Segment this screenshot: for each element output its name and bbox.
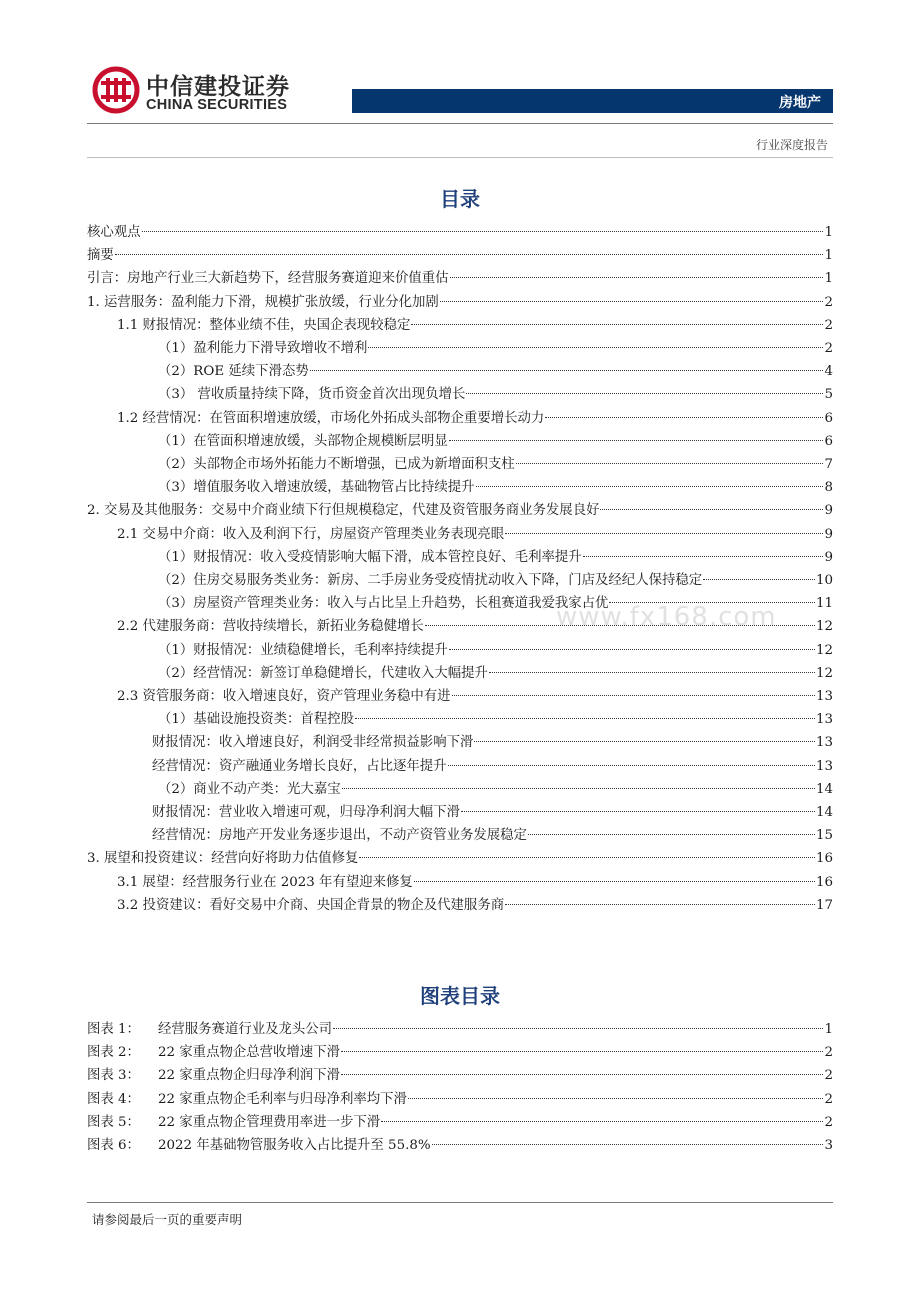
toc-entry-text: 财报情况：收入增速良好，利润受非经常损益影响下滑 xyxy=(152,735,474,751)
dot-leader xyxy=(449,649,815,650)
toc-entry[interactable] xyxy=(158,477,833,498)
toc-entry[interactable] xyxy=(117,895,833,916)
toc-entry-text: 2.2 代建服务商：营收持续增长，新拓业务稳健增长 xyxy=(117,619,424,635)
figure-entry[interactable] xyxy=(87,1019,833,1040)
dot-leader xyxy=(333,1028,823,1029)
page-number: 7 xyxy=(824,457,833,472)
page-number: 12 xyxy=(815,619,833,635)
dot-leader xyxy=(355,718,815,719)
toc-entry-text: 2. 交易及其他服务：交易中介商业绩下行但规模稳定，代建及资管服务商业务发展良好 xyxy=(87,503,600,519)
toc-entry-text: （3）增值服务收入增速放缓，基础物管占比持续提升 xyxy=(158,480,475,496)
toc-entry-text: 引言：房地产行业三大新趋势下，经营服务赛道迎来价值重估 xyxy=(87,271,449,287)
toc-entry[interactable] xyxy=(158,547,833,568)
figure-entry[interactable] xyxy=(87,1065,833,1086)
dot-leader xyxy=(115,254,824,255)
toc-entry-text: （2）头部物企市场外拓能力不断增强，已成为新增面积支柱 xyxy=(158,457,515,472)
page-number: 1 xyxy=(824,1022,833,1037)
toc-entry[interactable] xyxy=(152,756,833,777)
toc-entry[interactable] xyxy=(152,802,833,823)
dot-leader xyxy=(703,579,815,580)
toc-entry-text: （1）在管面积增速放缓，头部物企规模断层明显 xyxy=(158,433,448,449)
page-number: 2 xyxy=(824,1091,833,1107)
page-number: 1 xyxy=(824,248,833,264)
figure-label: 图表 5： xyxy=(87,1114,140,1130)
toc-entry-text: 1.2 经营情况：在管面积增速放缓，市场化外拓成头部物企重要增长动力 xyxy=(117,410,545,426)
toc-entry-text: 经营情况：房地产开发业务逐步退出，不动产资管业务发展稳定 xyxy=(152,828,527,844)
brand-name-chinese: 中信建投证券 xyxy=(146,74,290,100)
page-number: 14 xyxy=(815,781,833,797)
dot-leader xyxy=(476,486,824,487)
toc-entry-text: （1）基础设施投资类：首程控股 xyxy=(158,712,354,728)
page-number: 1 xyxy=(824,271,833,287)
page-number: 9 xyxy=(824,526,833,542)
toc-entry-text: 核心观点 xyxy=(87,225,141,240)
dot-leader xyxy=(341,1074,823,1075)
dot-leader xyxy=(448,765,815,766)
toc-entry[interactable] xyxy=(158,431,833,452)
toc-entry[interactable] xyxy=(87,222,833,243)
page-number: 11 xyxy=(815,596,833,612)
footer-rule xyxy=(87,1202,833,1203)
dot-leader xyxy=(414,881,815,882)
page-number: 13 xyxy=(815,689,833,704)
figure-label: 图表 3： xyxy=(87,1068,140,1084)
page-number: 12 xyxy=(815,665,833,681)
dot-leader xyxy=(341,1051,823,1052)
page-number: 6 xyxy=(824,410,833,426)
page-number: 2 xyxy=(824,294,833,310)
toc-entry[interactable] xyxy=(158,454,833,475)
toc-entry-text: 3. 展望和投资建议：经营向好将助力估值修复 xyxy=(87,851,359,867)
toc-entry[interactable] xyxy=(152,732,833,753)
toc-entry-text: 3.2 投资建议：看好交易中介商、央国企背景的物企及代建服务商 xyxy=(117,897,505,913)
toc-title: 目录 xyxy=(440,187,480,211)
toc-entry-text: （2）ROE 延续下滑态势 xyxy=(158,364,309,380)
toc-entry[interactable] xyxy=(158,570,833,591)
toc-entry[interactable] xyxy=(158,338,833,359)
page-number: 2 xyxy=(824,317,833,333)
toc-entry[interactable] xyxy=(158,779,833,800)
toc-entry[interactable] xyxy=(117,315,833,336)
page-number: 14 xyxy=(815,805,833,820)
page-number: 16 xyxy=(815,874,833,890)
toc-entry-text: （2）商业不动产类：光大嘉宝 xyxy=(158,781,341,797)
dot-leader xyxy=(583,556,824,557)
toc-entry[interactable] xyxy=(87,292,833,313)
dot-leader xyxy=(449,440,824,441)
disclaimer-note: 请参阅最后一页的重要声明 xyxy=(92,1212,243,1227)
page-number: 2 xyxy=(824,1068,833,1084)
figure-label: 图表 2： xyxy=(87,1045,140,1061)
figure-entry-text: 22 家重点物企毛利率与归母净利率均下滑 xyxy=(158,1091,407,1107)
dot-leader xyxy=(452,695,815,696)
dot-leader xyxy=(432,1144,824,1145)
toc-entry-text: 1.1 财报情况：整体业绩不佳，央国企表现较稳定 xyxy=(117,317,411,333)
toc-entry-text: 2.1 交易中介商：收入及利润下行，房屋资产管理类业务表现亮眼 xyxy=(117,526,505,542)
figure-entry-text: 经营服务赛道行业及龙头公司 xyxy=(158,1022,333,1037)
toc-entry[interactable] xyxy=(117,686,833,707)
page-number: 4 xyxy=(824,364,833,380)
toc-entry[interactable] xyxy=(117,616,833,637)
page-number: 12 xyxy=(815,642,833,658)
brand-name-english: CHINA SECURITIES xyxy=(146,97,288,113)
toc-entry-text: 1. 运营服务：盈利能力下滑，规模扩张放缓，行业分化加剧 xyxy=(87,294,439,310)
figures-title: 图表目录 xyxy=(420,984,500,1008)
toc-entry-text: （2）住房交易服务类业务：新房、二手房业务受疫情扰动收入下降，门店及经纪人保持稳定 xyxy=(158,573,703,588)
toc-entry[interactable] xyxy=(87,848,833,869)
figure-entry-text: 22 家重点物企归母净利润下滑 xyxy=(158,1068,340,1084)
toc-entry-text: 财报情况：营业收入增速可观，归母净利润大幅下滑 xyxy=(152,805,460,820)
toc-entry-text: 摘要 xyxy=(87,248,114,264)
figure-entry[interactable] xyxy=(87,1112,833,1133)
toc-entry[interactable] xyxy=(158,640,833,661)
toc-entry-text: （2）经营情况：新签订单稳健增长，代建收入大幅提升 xyxy=(158,665,488,681)
dot-leader xyxy=(440,301,824,302)
figure-entry-text: 22 家重点物企总营收增速下滑 xyxy=(158,1045,340,1061)
sector-bar xyxy=(352,89,833,113)
dot-leader xyxy=(411,324,823,325)
page-number: 3 xyxy=(824,1138,833,1153)
toc-entry-text: 3.1 展望：经营服务行业在 2023 年有望迎来修复 xyxy=(117,874,413,890)
dot-leader xyxy=(461,811,815,812)
toc-entry[interactable] xyxy=(87,268,833,289)
toc-entry-text: （3） 营收质量持续下降，货币资金首次出现负增长 xyxy=(158,387,466,403)
dot-leader xyxy=(505,904,815,905)
toc-entry-text: （1）盈利能力下滑导致增收不增利 xyxy=(158,341,368,356)
china-securities-logo xyxy=(92,66,140,114)
dot-leader xyxy=(359,857,815,858)
dot-leader xyxy=(342,788,815,789)
dot-leader xyxy=(609,602,815,603)
toc-entry[interactable] xyxy=(152,825,833,846)
dot-leader xyxy=(474,741,815,742)
toc-entry-text: （1）财报情况：业绩稳健增长，毛利率持续提升 xyxy=(158,642,448,658)
header-rule xyxy=(87,123,833,124)
page-number: 16 xyxy=(815,851,833,867)
toc-entry[interactable] xyxy=(117,872,833,893)
dot-leader xyxy=(516,463,824,464)
dot-leader xyxy=(310,370,824,371)
toc-entry[interactable] xyxy=(117,524,833,545)
page-number: 1 xyxy=(824,225,833,240)
page-number: 2 xyxy=(824,1114,833,1130)
page-number: 10 xyxy=(815,573,833,588)
toc-entry[interactable] xyxy=(158,663,833,684)
dot-leader xyxy=(545,417,823,418)
page-number: 13 xyxy=(815,712,833,728)
page-number: 15 xyxy=(815,828,833,844)
figure-label: 图表 6： xyxy=(87,1138,140,1153)
figure-entry[interactable] xyxy=(87,1042,833,1063)
sector-label: 房地产 xyxy=(779,95,821,111)
figure-label: 图表 4： xyxy=(87,1091,140,1107)
page-number: 13 xyxy=(815,758,833,774)
toc-entry[interactable] xyxy=(158,361,833,382)
watermark: www.fx168.com xyxy=(556,602,777,632)
dot-leader xyxy=(600,509,823,510)
toc-entry-text: 经营情况：资产融通业务增长良好，占比逐年提升 xyxy=(152,758,447,774)
page-number: 2 xyxy=(824,341,833,356)
figure-entry-text: 2022 年基础物管服务收入占比提升至 55.8% xyxy=(158,1138,431,1153)
dot-leader xyxy=(489,672,815,673)
toc-entry-text: 2.3 资管服务商：收入增速良好，资产管理业务稳中有进 xyxy=(117,689,451,704)
page-number: 5 xyxy=(824,387,833,403)
page-number: 9 xyxy=(824,549,833,565)
toc-entry[interactable] xyxy=(158,593,833,614)
toc-entry[interactable] xyxy=(117,408,833,429)
page-number: 2 xyxy=(824,1045,833,1061)
dot-leader xyxy=(528,834,815,835)
toc-entry-text: （3）房屋资产管理类业务：收入与占比呈上升趋势，长租赛道我爱我家占优 xyxy=(158,596,609,612)
report-type: 行业深度报告 xyxy=(755,138,828,152)
dot-leader xyxy=(381,1121,823,1122)
figure-label: 图表 1： xyxy=(87,1022,140,1037)
dot-leader xyxy=(142,231,824,232)
page-number: 13 xyxy=(815,735,833,751)
figure-entry[interactable] xyxy=(87,1135,833,1156)
dot-leader xyxy=(408,1098,824,1099)
dot-leader xyxy=(450,277,824,278)
page-number: 17 xyxy=(815,897,833,913)
toc-entry-text: （1）财报情况：收入受疫情影响大幅下滑，成本管控良好、毛利率提升 xyxy=(158,549,582,565)
page-number: 8 xyxy=(824,480,833,496)
page-number: 6 xyxy=(824,433,833,449)
page-number: 9 xyxy=(824,503,833,519)
subheader-rule xyxy=(87,157,833,158)
toc-entry[interactable] xyxy=(87,500,833,521)
toc-entry[interactable] xyxy=(87,245,833,266)
figure-entry[interactable] xyxy=(87,1089,833,1110)
toc-entry[interactable] xyxy=(158,384,833,405)
dot-leader xyxy=(425,625,815,626)
dot-leader xyxy=(466,393,823,394)
figure-entry-text: 22 家重点物企管理费用率进一步下滑 xyxy=(158,1114,381,1130)
dot-leader xyxy=(505,533,823,534)
toc-entry[interactable] xyxy=(158,709,833,730)
dot-leader xyxy=(368,347,823,348)
